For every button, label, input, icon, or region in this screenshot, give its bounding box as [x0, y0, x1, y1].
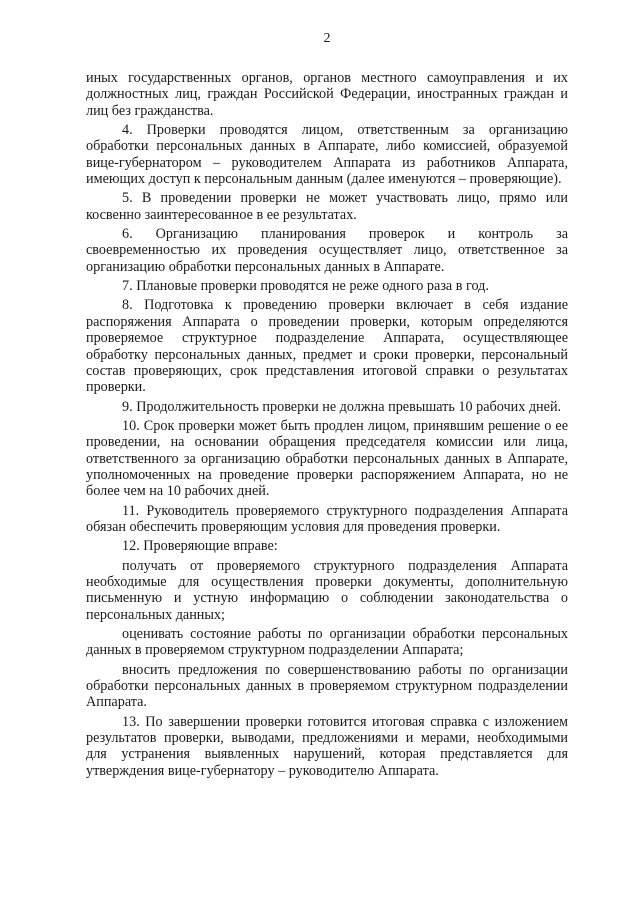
paragraph-13: 13. По завершении проверки готовится итоговая справка с изложением результатов проверки, выводами, предложениями и мерами, необходимыми для устранения выявленных нарушений, которая представляется для утверждения вице-губернатору – руководителю Аппарата.	[86, 713, 568, 779]
paragraph-continuation: иных государственных органов, органов местного самоуправления и их должностных лиц, граждан Российской Федерации, иностранных граждан и лиц без гражданства.	[86, 70, 568, 119]
paragraph-12-item-3: вносить предложения по совершенствованию работы по организации обработки персональных данных в проверяемом структурном подразделении Аппарата.	[86, 661, 568, 711]
document-body	[86, 70, 568, 779]
paragraph-9: 9. Продолжительность проверки не должна превышать 10 рабочих дней.	[122, 398, 562, 415]
paragraph-11: 11. Руководитель проверяемого структурного подразделения Аппарата обязан обеспечить проверяющим условия для проведения проверки.	[86, 502, 568, 535]
paragraph-12-item-2: оценивать состояние работы по организации обработки персональных данных в проверяемом структурном подразделении Аппарата;	[86, 626, 568, 659]
paragraph-8: 8. Подготовка к проведению проверки включает в себя издание распоряжения Аппарата о проведении проверки, которым определяются проверяемое структурное подразделение Аппарата, осуществляющее обработку персональных данных, предмет и сроки проверки, персональный состав проверяющих, срок представления итоговой справки о результатах проверки.	[86, 297, 568, 396]
paragraph-12: 12. Проверяющие вправе:	[122, 538, 278, 555]
page-number: 2	[323, 31, 331, 46]
paragraph-6: 6. Организацию планирования проверок и контроль за своевременностью их проведения осуществляет лицо, ответственное за организацию обработки персональных данных в Аппарате.	[86, 226, 568, 275]
paragraph-7: 7. Плановые проверки проводятся не реже одного раза в год.	[122, 278, 489, 295]
paragraph-4: 4. Проверки проводятся лицом, ответственным за организацию обработки персональных данных в Аппарате, либо комиссией, образуемой вице-губернатором – руководителем Аппарата из работников Аппарата, имеющих доступ к персональным данным (далее именуются – проверяющие).	[86, 122, 568, 188]
paragraph-12-item-1: получать от проверяемого структурного подразделения Аппарата необходимые для осуществления проверки документы, дополнительную письменную и устную информацию о соблюдении законодательства о персональных данных;	[86, 557, 568, 623]
paragraph-5: 5. В проведении проверки не может участвовать лицо, прямо или косвенно заинтересованное в ее результатах.	[86, 190, 568, 223]
paragraph-10: 10. Срок проверки может быть продлен лицом, принявшим решение о ее проведении, на основании обращения председателя комиссии или лица, ответственного за организацию обработки персональных данных в Аппарате, уполномоченных на проведение проверки распоряжением Аппарата, но не более чем на 10 рабочих дней.	[86, 417, 568, 500]
